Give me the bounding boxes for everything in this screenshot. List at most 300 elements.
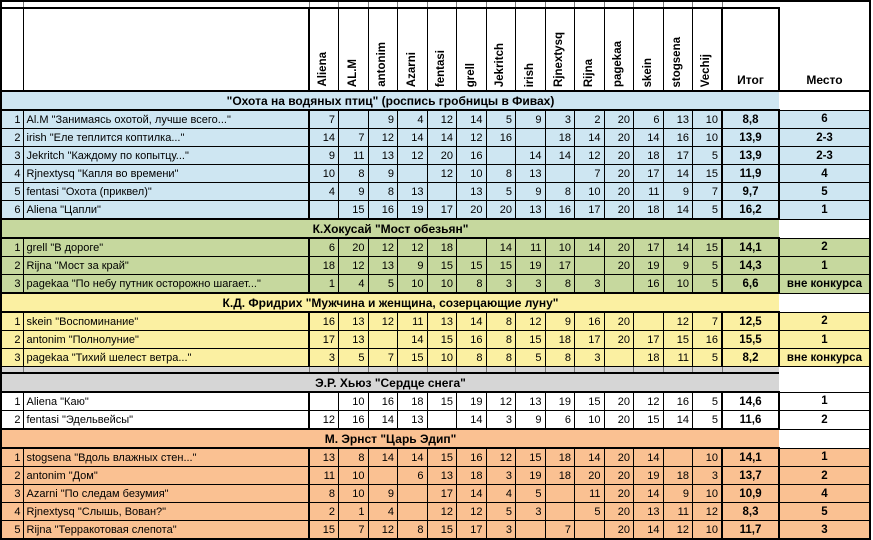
vote-cell: 12 bbox=[457, 503, 487, 521]
section-title: М. Эрнст "Царь Эдип" bbox=[1, 429, 779, 448]
entry-title: antonim "Полнолуние" bbox=[23, 331, 309, 349]
vote-cell: 14 bbox=[398, 331, 428, 349]
vote-cell: 10 bbox=[693, 521, 723, 540]
entry-number: 5 bbox=[1, 521, 23, 540]
vote-cell: 20 bbox=[604, 238, 634, 257]
total-score: 8,3 bbox=[722, 503, 779, 521]
vote-cell: 4 bbox=[368, 503, 398, 521]
vote-cell: 15 bbox=[427, 521, 457, 540]
entry-number: 1 bbox=[1, 238, 23, 257]
vote-cell: 15 bbox=[427, 331, 457, 349]
place-value: 5 bbox=[779, 183, 870, 201]
vote-cell: 20 bbox=[604, 411, 634, 430]
section-header-row bbox=[1, 91, 870, 110]
vote-cell: 18 bbox=[545, 331, 575, 349]
entry-row bbox=[1, 485, 870, 503]
vote-cell: 4 bbox=[398, 110, 428, 129]
entry-number: 1 bbox=[1, 392, 23, 411]
entry-number: 2 bbox=[1, 411, 23, 430]
vote-cell: 7 bbox=[693, 183, 723, 201]
vote-cell: 15 bbox=[427, 257, 457, 275]
total-score: 15,5 bbox=[722, 331, 779, 349]
vote-cell: 10 bbox=[427, 349, 457, 367]
vote-cell: 13 bbox=[634, 503, 664, 521]
vote-cell: 16 bbox=[486, 129, 516, 147]
vote-cell bbox=[516, 521, 546, 540]
vote-cell: 14 bbox=[545, 147, 575, 165]
vote-cell: 5 bbox=[516, 349, 546, 367]
place-value: 2-3 bbox=[779, 147, 870, 165]
voter-name: pagekaa bbox=[612, 40, 624, 87]
voter-name: irish bbox=[523, 62, 536, 87]
entry-row bbox=[1, 257, 870, 275]
vote-cell bbox=[398, 503, 428, 521]
vote-cell bbox=[486, 147, 516, 165]
vote-cell: 15 bbox=[693, 165, 723, 183]
vote-cell bbox=[634, 312, 664, 331]
vote-cell: 19 bbox=[545, 392, 575, 411]
voter-name: antonim bbox=[376, 42, 388, 87]
vote-cell: 13 bbox=[427, 312, 457, 331]
vote-cell: 17 bbox=[575, 201, 605, 220]
vote-cell: 8 bbox=[486, 165, 516, 183]
entry-row bbox=[1, 201, 870, 220]
grid-sliver-cell bbox=[368, 1, 398, 8]
vote-cell: 7 bbox=[309, 110, 339, 129]
vote-cell: 9 bbox=[663, 257, 693, 275]
vote-cell: 14 bbox=[663, 201, 693, 220]
entry-row bbox=[1, 331, 870, 349]
vote-cell: 20 bbox=[604, 485, 634, 503]
vote-cell: 1 bbox=[339, 503, 369, 521]
vote-cell: 17 bbox=[575, 331, 605, 349]
entry-title: Rjnextysq "Капля во времени" bbox=[23, 165, 309, 183]
section-header-row bbox=[1, 429, 870, 448]
vote-cell: 18 bbox=[545, 129, 575, 147]
vote-cell: 15 bbox=[516, 448, 546, 467]
vote-cell: 20 bbox=[604, 503, 634, 521]
vote-cell bbox=[663, 448, 693, 467]
vote-cell: 10 bbox=[309, 165, 339, 183]
place-value: вне конкурса bbox=[779, 349, 870, 367]
vote-cell: 10 bbox=[427, 275, 457, 294]
voter-name: Vechij bbox=[700, 53, 713, 87]
total-score: 14,3 bbox=[722, 257, 779, 275]
vote-cell: 11 bbox=[663, 503, 693, 521]
entry-title: Aliena "Каю" bbox=[23, 392, 309, 411]
vote-cell: 9 bbox=[663, 485, 693, 503]
voter-name: Rijna bbox=[582, 58, 595, 87]
entry-number: 2 bbox=[1, 467, 23, 485]
vote-cell: 12 bbox=[398, 147, 428, 165]
vote-cell: 3 bbox=[693, 467, 723, 485]
vote-cell: 20 bbox=[339, 238, 369, 257]
vote-cell: 20 bbox=[604, 331, 634, 349]
vote-cell: 14 bbox=[427, 129, 457, 147]
vote-cell bbox=[427, 411, 457, 430]
vote-cell: 14 bbox=[663, 411, 693, 430]
vote-cell: 11 bbox=[575, 485, 605, 503]
entry-number: 3 bbox=[1, 147, 23, 165]
vote-cell: 20 bbox=[457, 201, 487, 220]
grid-sliver-cell bbox=[23, 1, 309, 8]
vote-cell: 15 bbox=[427, 448, 457, 467]
vote-cell: 16 bbox=[457, 147, 487, 165]
vote-cell: 6 bbox=[309, 238, 339, 257]
vote-cell: 20 bbox=[604, 467, 634, 485]
vote-cell: 12 bbox=[634, 392, 664, 411]
vote-cell: 12 bbox=[486, 448, 516, 467]
entry-title: pagekaa "По небу путник осторожно шагает..." bbox=[23, 275, 309, 294]
vote-cell: 18 bbox=[663, 467, 693, 485]
vote-cell: 15 bbox=[309, 521, 339, 540]
vote-cell: 5 bbox=[693, 147, 723, 165]
voter-column-header bbox=[398, 8, 428, 91]
entry-title: irish "Еле теплится коптилка..." bbox=[23, 129, 309, 147]
vote-cell: 9 bbox=[368, 485, 398, 503]
vote-cell: 14 bbox=[309, 129, 339, 147]
vote-cell: 18 bbox=[427, 238, 457, 257]
vote-cell: 12 bbox=[368, 238, 398, 257]
vote-cell bbox=[545, 503, 575, 521]
total-score: 8,2 bbox=[722, 349, 779, 367]
section-title: К.Хокусай "Мост обезьян" bbox=[1, 219, 779, 238]
entry-title: Rjnextysq "Слышь, Вован?" bbox=[23, 503, 309, 521]
vote-cell: 10 bbox=[545, 238, 575, 257]
grid-sliver-cell bbox=[663, 1, 693, 8]
entry-number: 1 bbox=[1, 312, 23, 331]
vote-cell: 3 bbox=[545, 110, 575, 129]
vote-cell: 12 bbox=[663, 521, 693, 540]
vote-cell: 17 bbox=[427, 485, 457, 503]
vote-cell: 14 bbox=[457, 312, 487, 331]
entry-title: grell "В дороге" bbox=[23, 238, 309, 257]
total-score: 14,1 bbox=[722, 238, 779, 257]
entry-title: stogsena "Вдоль влажных стен..." bbox=[23, 448, 309, 467]
voter-name: grell bbox=[464, 62, 477, 87]
vote-cell: 5 bbox=[693, 257, 723, 275]
vote-cell: 20 bbox=[604, 312, 634, 331]
entry-title: pagekaa "Тихий шелест ветра..." bbox=[23, 349, 309, 367]
vote-cell: 16 bbox=[634, 275, 664, 294]
voter-column-header bbox=[634, 8, 664, 91]
vote-cell: 14 bbox=[634, 521, 664, 540]
vote-cell: 18 bbox=[309, 257, 339, 275]
vote-cell: 17 bbox=[663, 147, 693, 165]
vote-cell: 6 bbox=[634, 110, 664, 129]
total-score: 8,8 bbox=[722, 110, 779, 129]
vote-cell: 14 bbox=[457, 485, 487, 503]
vote-cell: 3 bbox=[486, 521, 516, 540]
entry-number: 3 bbox=[1, 275, 23, 294]
vote-cell: 17 bbox=[545, 257, 575, 275]
vote-cell: 13 bbox=[368, 147, 398, 165]
vote-cell: 13 bbox=[516, 201, 546, 220]
total-score: 11,9 bbox=[722, 165, 779, 183]
entry-title: Jekritch "Каждому по копытцу..." bbox=[23, 147, 309, 165]
entry-title: Azarni "По следам безумия" bbox=[23, 485, 309, 503]
vote-cell: 5 bbox=[516, 485, 546, 503]
vote-cell: 12 bbox=[575, 147, 605, 165]
entry-number: 2 bbox=[1, 257, 23, 275]
voter-column-header bbox=[545, 8, 575, 91]
vote-cell: 13 bbox=[457, 183, 487, 201]
vote-cell: 10 bbox=[693, 110, 723, 129]
vote-cell: 20 bbox=[575, 467, 605, 485]
vote-cell: 18 bbox=[634, 147, 664, 165]
vote-cell: 1 bbox=[309, 275, 339, 294]
vote-cell bbox=[545, 165, 575, 183]
entry-title: antonim "Дом" bbox=[23, 467, 309, 485]
vote-cell: 10 bbox=[575, 411, 605, 430]
vote-cell: 17 bbox=[634, 165, 664, 183]
place-value: 2 bbox=[779, 411, 870, 430]
voter-column-header bbox=[486, 8, 516, 91]
vote-cell: 5 bbox=[486, 110, 516, 129]
voter-name: AL.M bbox=[346, 58, 359, 87]
place-value: 1 bbox=[779, 257, 870, 275]
vote-cell bbox=[339, 110, 369, 129]
vote-cell: 4 bbox=[309, 183, 339, 201]
vote-cell: 17 bbox=[457, 521, 487, 540]
vote-cell: 13 bbox=[516, 165, 546, 183]
section-title: Э.Р. Хьюз "Сердце снега" bbox=[1, 373, 779, 392]
total-score: 6,6 bbox=[722, 275, 779, 294]
vote-cell: 14 bbox=[575, 238, 605, 257]
voter-name: skein bbox=[641, 57, 654, 87]
vote-cell: 3 bbox=[575, 349, 605, 367]
place-value: 4 bbox=[779, 165, 870, 183]
vote-cell: 10 bbox=[693, 485, 723, 503]
voter-column-header bbox=[309, 8, 339, 91]
vote-cell: 15 bbox=[575, 392, 605, 411]
vote-cell: 4 bbox=[339, 275, 369, 294]
vote-cell bbox=[368, 331, 398, 349]
vote-cell: 14 bbox=[634, 448, 664, 467]
vote-cell: 14 bbox=[663, 165, 693, 183]
vote-cell: 2 bbox=[575, 110, 605, 129]
section-header-row bbox=[1, 373, 870, 392]
vote-cell: 5 bbox=[693, 349, 723, 367]
vote-cell: 6 bbox=[545, 411, 575, 430]
vote-cell: 14 bbox=[398, 448, 428, 467]
vote-cell: 3 bbox=[486, 467, 516, 485]
vote-cell: 12 bbox=[693, 503, 723, 521]
vote-cell: 10 bbox=[339, 467, 369, 485]
entry-title: skein "Воспоминание" bbox=[23, 312, 309, 331]
section-title: К.Д. Фридрих "Мужчина и женщина, созерцающие луну" bbox=[1, 293, 779, 312]
entry-row bbox=[1, 411, 870, 430]
entry-number: 2 bbox=[1, 129, 23, 147]
vote-cell: 12 bbox=[368, 312, 398, 331]
vote-cell: 11 bbox=[309, 467, 339, 485]
vote-cell: 3 bbox=[516, 275, 546, 294]
grid-sliver-cell bbox=[457, 1, 487, 8]
vote-cell: 13 bbox=[339, 331, 369, 349]
vote-cell: 12 bbox=[368, 129, 398, 147]
vote-cell: 11 bbox=[339, 147, 369, 165]
entry-row bbox=[1, 165, 870, 183]
vote-cell: 8 bbox=[339, 448, 369, 467]
vote-cell: 11 bbox=[663, 349, 693, 367]
entry-title: fentasi "Эдельвейсы" bbox=[23, 411, 309, 430]
vote-cell bbox=[457, 238, 487, 257]
vote-cell: 12 bbox=[398, 238, 428, 257]
entry-row bbox=[1, 503, 870, 521]
vote-cell: 15 bbox=[693, 238, 723, 257]
vote-cell: 8 bbox=[339, 165, 369, 183]
vote-cell: 20 bbox=[604, 147, 634, 165]
total-score: 11,6 bbox=[722, 411, 779, 430]
entry-number: 4 bbox=[1, 165, 23, 183]
vote-cell: 20 bbox=[604, 521, 634, 540]
vote-cell: 10 bbox=[339, 485, 369, 503]
vote-cell: 7 bbox=[693, 312, 723, 331]
vote-cell: 3 bbox=[309, 349, 339, 367]
vote-cell: 6 bbox=[398, 467, 428, 485]
vote-cell: 9 bbox=[516, 411, 546, 430]
vote-cell: 12 bbox=[339, 257, 369, 275]
voter-column-header bbox=[663, 8, 693, 91]
vote-cell: 19 bbox=[398, 201, 428, 220]
vote-cell: 5 bbox=[693, 275, 723, 294]
place-value: 1 bbox=[779, 448, 870, 467]
vote-cell: 14 bbox=[457, 110, 487, 129]
vote-cell: 14 bbox=[368, 411, 398, 430]
voter-name: Jekritch bbox=[494, 42, 506, 87]
vote-cell: 12 bbox=[427, 503, 457, 521]
vote-cell: 8 bbox=[457, 349, 487, 367]
grid-sliver-cell bbox=[545, 1, 575, 8]
vote-cell bbox=[575, 257, 605, 275]
vote-cell: 16 bbox=[575, 312, 605, 331]
vote-cell: 14 bbox=[398, 129, 428, 147]
place-value: 2 bbox=[779, 238, 870, 257]
vote-cell bbox=[604, 275, 634, 294]
vote-cell: 17 bbox=[427, 201, 457, 220]
vote-cell bbox=[309, 201, 339, 220]
vote-cell: 10 bbox=[398, 275, 428, 294]
place-value: 6 bbox=[779, 110, 870, 129]
entry-row bbox=[1, 467, 870, 485]
entry-row bbox=[1, 275, 870, 294]
vote-cell: 4 bbox=[486, 485, 516, 503]
grid-sliver-cell bbox=[486, 1, 516, 8]
vote-cell: 17 bbox=[634, 238, 664, 257]
vote-cell: 8 bbox=[545, 349, 575, 367]
vote-cell: 2 bbox=[309, 503, 339, 521]
vote-cell: 20 bbox=[604, 448, 634, 467]
vote-cell: 5 bbox=[575, 503, 605, 521]
vote-cell: 14 bbox=[575, 129, 605, 147]
voter-column-header bbox=[693, 8, 723, 91]
vote-cell: 20 bbox=[427, 147, 457, 165]
entry-title: Al.M "Занимаясь охотой, лучше всего..." bbox=[23, 110, 309, 129]
place-value: 2 bbox=[779, 467, 870, 485]
vote-cell bbox=[427, 183, 457, 201]
vote-cell: 13 bbox=[398, 183, 428, 201]
vote-cell: 20 bbox=[604, 392, 634, 411]
vote-cell: 9 bbox=[368, 110, 398, 129]
place-column-header: Место bbox=[779, 8, 870, 91]
total-score: 13,9 bbox=[722, 129, 779, 147]
grid-sliver-cell bbox=[398, 1, 428, 8]
vote-cell: 3 bbox=[516, 503, 546, 521]
vote-cell: 9 bbox=[516, 183, 546, 201]
vote-cell: 10 bbox=[339, 392, 369, 411]
vote-cell: 8 bbox=[309, 485, 339, 503]
vote-cell: 9 bbox=[516, 110, 546, 129]
grid-sliver-cell bbox=[722, 1, 779, 8]
place-value: 2 bbox=[779, 312, 870, 331]
vote-cell: 19 bbox=[457, 392, 487, 411]
vote-cell: 12 bbox=[663, 312, 693, 331]
entry-number: 1 bbox=[1, 448, 23, 467]
voter-column-header bbox=[427, 8, 457, 91]
vote-cell: 5 bbox=[693, 392, 723, 411]
vote-cell: 12 bbox=[516, 312, 546, 331]
vote-cell: 14 bbox=[575, 448, 605, 467]
vote-cell bbox=[575, 521, 605, 540]
vote-cell: 11 bbox=[516, 238, 546, 257]
vote-cell: 20 bbox=[604, 257, 634, 275]
vote-cell: 20 bbox=[604, 165, 634, 183]
vote-cell: 8 bbox=[486, 331, 516, 349]
vote-cell: 13 bbox=[398, 411, 428, 430]
vote-cell: 14 bbox=[368, 448, 398, 467]
entry-row bbox=[1, 312, 870, 331]
vote-cell: 16 bbox=[663, 129, 693, 147]
vote-cell: 8 bbox=[545, 183, 575, 201]
vote-cell: 16 bbox=[368, 392, 398, 411]
vote-cell: 20 bbox=[486, 201, 516, 220]
vote-cell bbox=[604, 349, 634, 367]
entry-row bbox=[1, 183, 870, 201]
entry-row bbox=[1, 448, 870, 467]
entry-number: 4 bbox=[1, 503, 23, 521]
vote-cell: 15 bbox=[486, 257, 516, 275]
vote-cell: 16 bbox=[545, 201, 575, 220]
entry-number: 5 bbox=[1, 183, 23, 201]
vote-cell: 7 bbox=[545, 521, 575, 540]
vote-cell: 13 bbox=[309, 448, 339, 467]
vote-cell: 7 bbox=[368, 349, 398, 367]
vote-cell: 15 bbox=[663, 331, 693, 349]
vote-cell: 14 bbox=[457, 411, 487, 430]
entry-row bbox=[1, 110, 870, 129]
vote-cell: 17 bbox=[309, 331, 339, 349]
entry-title: fentasi "Охота (приквел)" bbox=[23, 183, 309, 201]
total-score: 11,7 bbox=[722, 521, 779, 540]
entry-row bbox=[1, 521, 870, 540]
vote-cell: 3 bbox=[486, 275, 516, 294]
vote-cell: 3 bbox=[486, 411, 516, 430]
entry-number: 2 bbox=[1, 331, 23, 349]
vote-cell: 19 bbox=[634, 467, 664, 485]
vote-cell bbox=[398, 165, 428, 183]
grid-sliver-cell bbox=[693, 1, 723, 8]
voter-column-header bbox=[339, 8, 369, 91]
vote-cell: 15 bbox=[339, 201, 369, 220]
entry-title: Aliena "Цапли" bbox=[23, 201, 309, 220]
grid-sliver-cell bbox=[604, 1, 634, 8]
vote-cell: 20 bbox=[604, 110, 634, 129]
vote-cell: 17 bbox=[634, 331, 664, 349]
vote-cell: 10 bbox=[693, 448, 723, 467]
vote-cell: 15 bbox=[516, 331, 546, 349]
vote-cell bbox=[309, 392, 339, 411]
total-score: 16,2 bbox=[722, 201, 779, 220]
